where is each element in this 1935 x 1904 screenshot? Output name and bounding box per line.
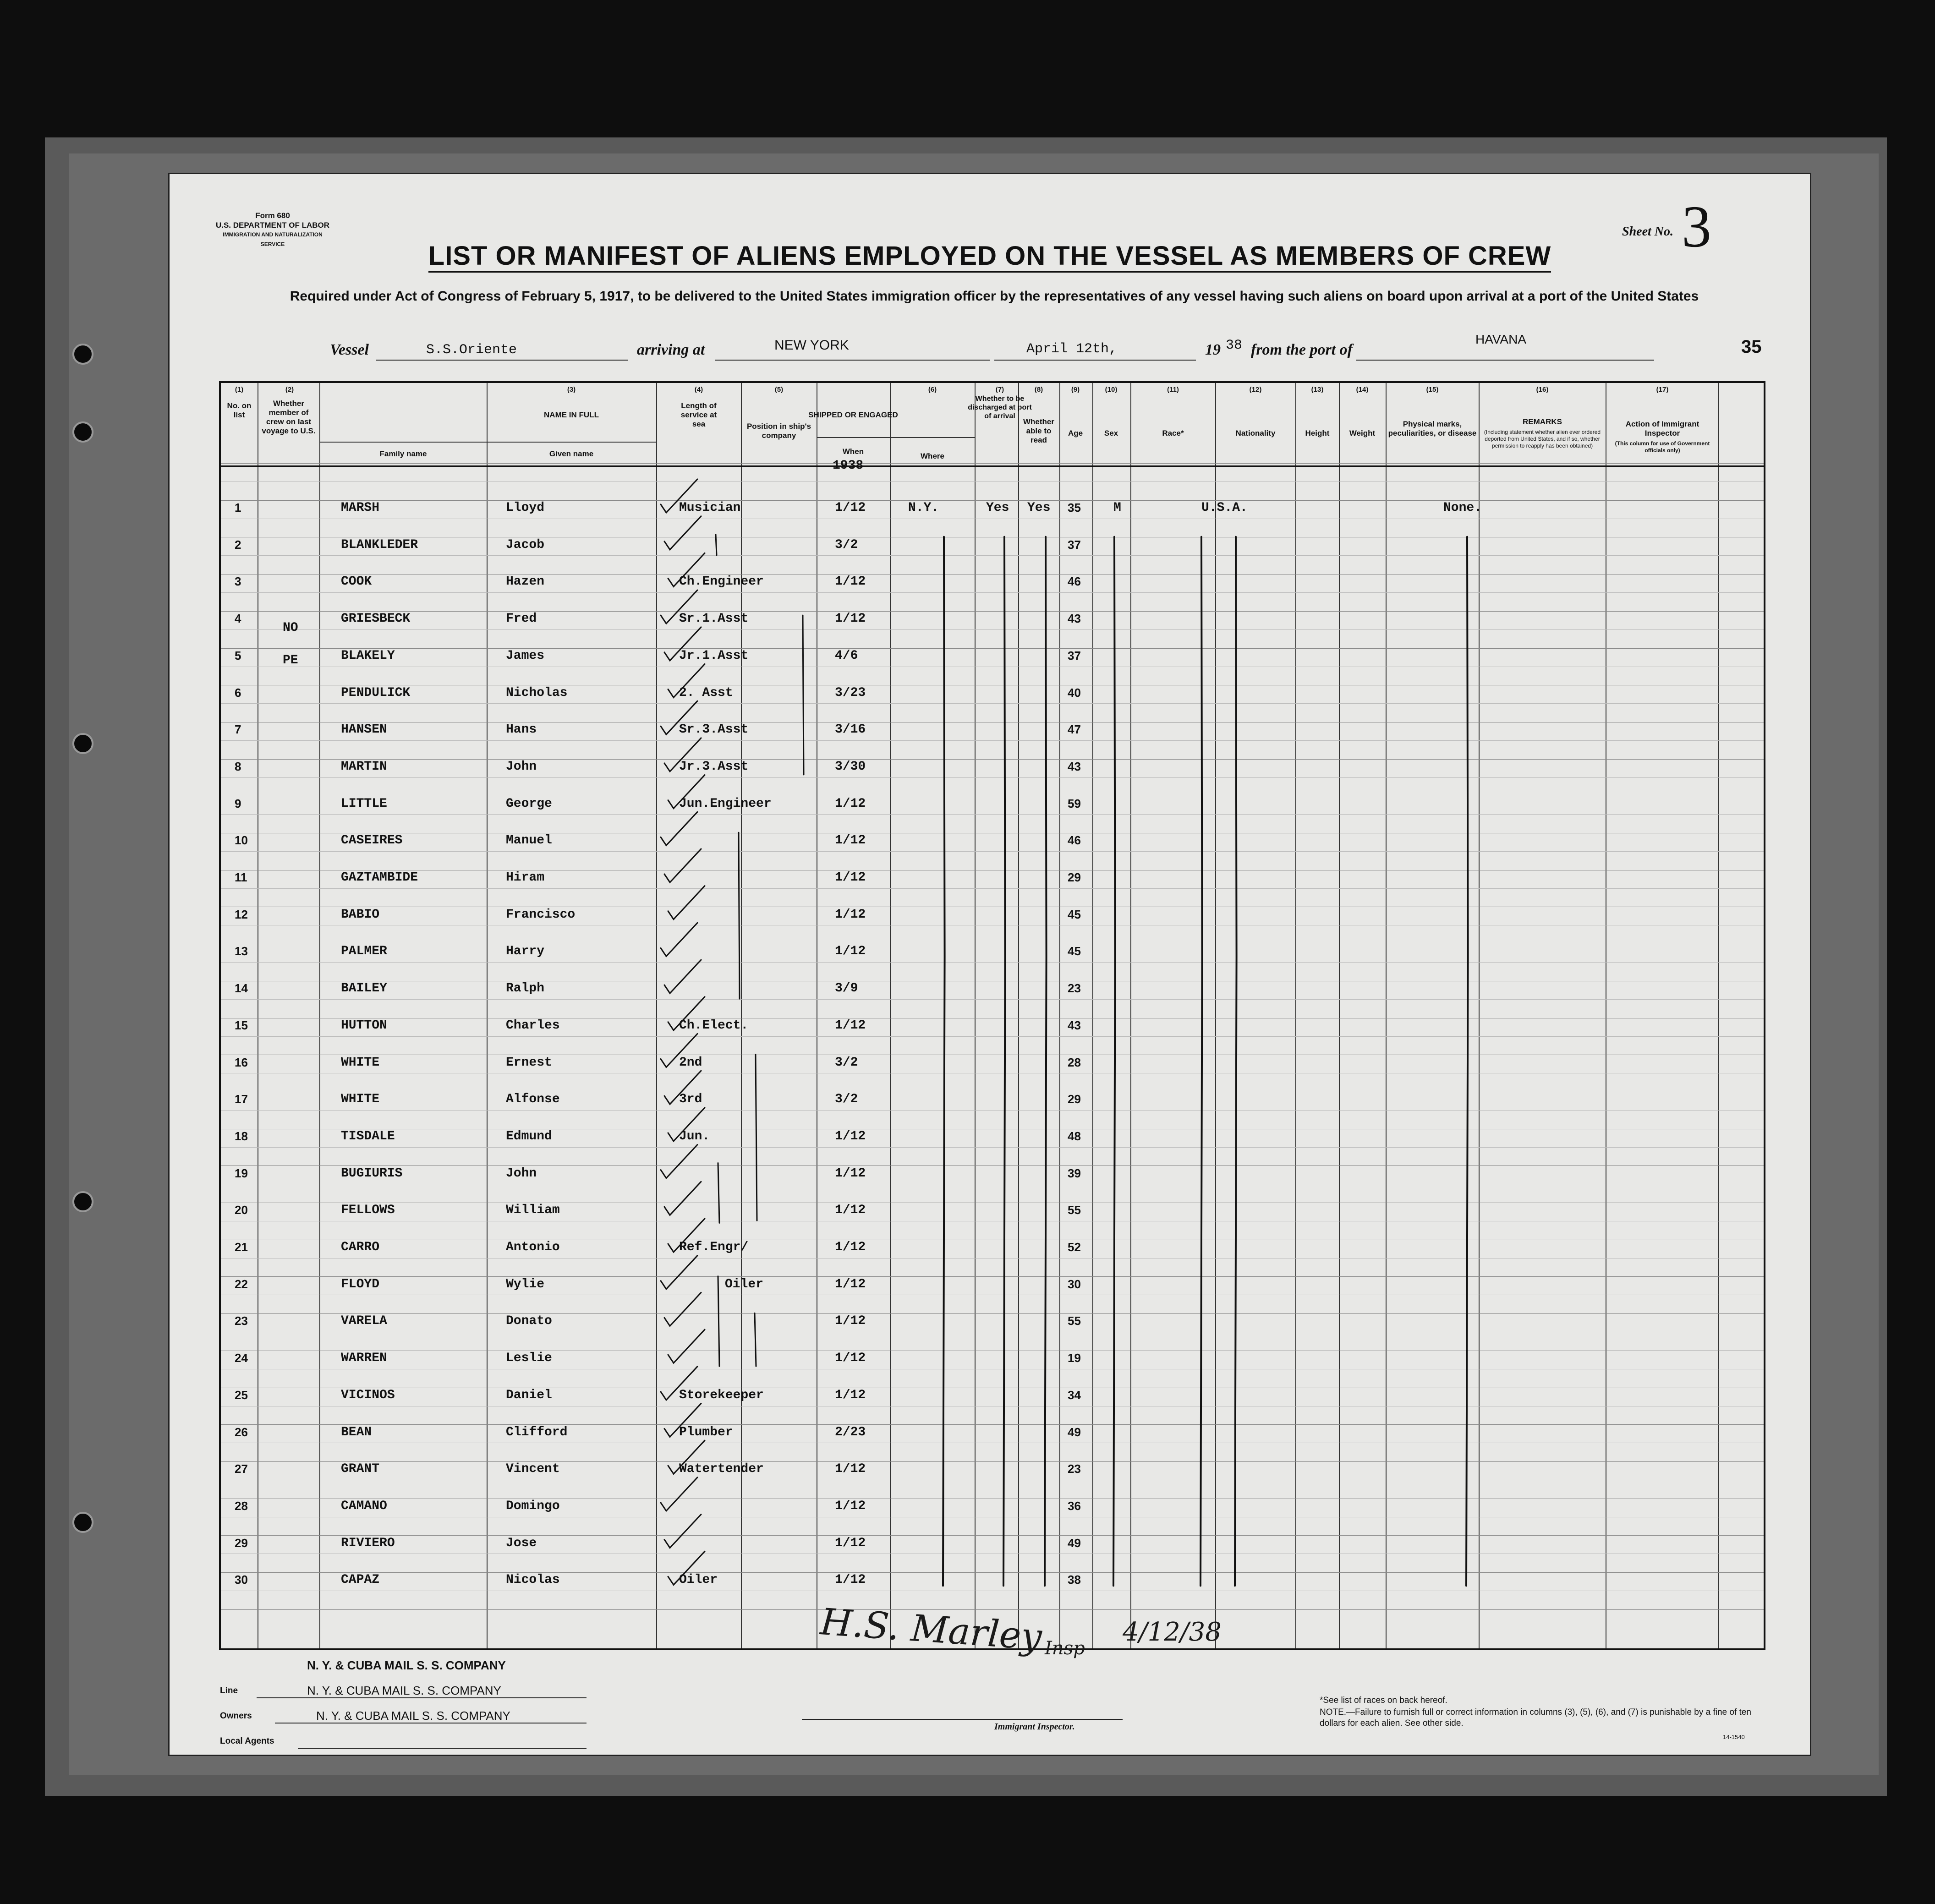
row-number: 12 (235, 907, 248, 921)
position: Oiler (679, 1573, 718, 1587)
position: Plumber (679, 1425, 733, 1439)
row-number: 7 (235, 722, 241, 737)
age: 43 (1068, 759, 1081, 773)
given-name: Domingo (506, 1499, 560, 1513)
column-number: (7) (995, 386, 1004, 394)
shipped-when: 1/12 (835, 1129, 866, 1143)
column-number: (1) (235, 386, 244, 394)
manifest-sheet (170, 174, 1810, 1755)
given-name: Hans (506, 722, 537, 737)
column-number: (15) (1426, 386, 1439, 394)
given-name: Edmund (506, 1129, 552, 1143)
shipped-when: 1/12 (835, 1314, 866, 1329)
shipped-when: 3/9 (835, 981, 858, 996)
vessel-label: Vessel (330, 341, 369, 358)
given-name: Jacob (506, 537, 545, 552)
given-name: Harry (506, 944, 545, 959)
row-number: 16 (235, 1055, 248, 1069)
column-header-c5: Position in ship's company (746, 422, 811, 440)
row-number: 24 (235, 1351, 248, 1365)
service-checkmark (661, 1256, 697, 1289)
page-number: 35 (1741, 337, 1762, 357)
column-number: (3) (567, 386, 576, 394)
service-checkmark (664, 1292, 701, 1326)
shipped-when: 1/12 (835, 1573, 866, 1587)
given-name: Clifford (506, 1425, 568, 1439)
shipped-when: 3/2 (835, 1092, 858, 1107)
crew-table (219, 381, 1765, 1650)
ditto-line (718, 1276, 719, 1366)
column-header-c3a: Family name (379, 449, 427, 458)
given-name: Daniel (506, 1388, 552, 1402)
shipped-when: 2/23 (835, 1425, 866, 1439)
shipped-when: 3/16 (835, 722, 866, 737)
shipped-year: 1938 (833, 459, 864, 473)
family-name: LITTLE (341, 796, 387, 811)
column-header-c17b: (This column for use of Government officials only) (1615, 440, 1710, 454)
row-number: 20 (235, 1203, 248, 1217)
age: 40 (1068, 685, 1081, 700)
position: Jr.1.Asst (679, 648, 749, 663)
column-header-c3b: Given name (549, 449, 594, 458)
sex: M (1113, 501, 1121, 515)
age: 48 (1068, 1129, 1081, 1143)
shipped-when: 1/12 (835, 870, 866, 885)
binder-hole (72, 344, 93, 365)
ditto-line (1466, 537, 1468, 1586)
shipped-when: 1/12 (835, 1166, 866, 1181)
row-number: 26 (235, 1425, 248, 1439)
column-header-c2: Whether member of crew on last voyage to U.S. (262, 399, 316, 435)
column-number: (8) (1034, 386, 1043, 394)
given-name: Charles (506, 1018, 560, 1033)
vessel-name: S.S.Oriente (426, 342, 517, 358)
service-checkmark (664, 1182, 701, 1215)
age: 52 (1068, 1240, 1081, 1254)
ditto-line (1200, 537, 1202, 1586)
page-title: LIST OR MANIFEST OF ALIENS EMPLOYED ON THE VESSEL AS MEMBERS OF CREW (170, 241, 1810, 271)
given-name: Vincent (506, 1462, 560, 1477)
row-number: 30 (235, 1573, 248, 1587)
age: 59 (1068, 796, 1081, 810)
row-number: 3 (235, 574, 241, 589)
shipped-when: 4/6 (835, 648, 858, 663)
sheet-number: 3 (1682, 194, 1711, 260)
age: 43 (1068, 612, 1081, 626)
family-name: WHITE (341, 1055, 380, 1070)
given-name: Hiram (506, 870, 545, 885)
row-number: 14 (235, 981, 248, 996)
last-voyage-note: PE (283, 653, 298, 667)
owners-label: Owners (220, 1711, 252, 1721)
family-name: MARSH (341, 501, 380, 515)
age: 23 (1068, 1462, 1081, 1476)
ditto-line (756, 1055, 757, 1221)
row-number: 2 (235, 537, 241, 552)
ditto-line (718, 1163, 719, 1223)
ditto-line (755, 1313, 756, 1366)
row-number: 10 (235, 833, 248, 848)
given-name: Ralph (506, 981, 545, 996)
family-name: CAMANO (341, 1499, 387, 1513)
column-header-c9: Age (1068, 429, 1083, 438)
arrival-date: April 12th, (1026, 341, 1118, 357)
given-name: Manuel (506, 833, 552, 848)
shipped-when: 3/23 (835, 685, 866, 700)
age: 30 (1068, 1277, 1081, 1291)
age: 55 (1068, 1203, 1081, 1217)
print-code: 14-1540 (1723, 1734, 1745, 1740)
age: 38 (1068, 1573, 1081, 1587)
age: 47 (1068, 722, 1081, 737)
row-number: 1 (235, 501, 241, 514)
age: 29 (1068, 1092, 1081, 1106)
last-voyage-note: NO (283, 621, 298, 635)
family-name: VARELA (341, 1314, 387, 1329)
family-name: BABIO (341, 907, 380, 922)
column-header-c17: Action of Immigrant Inspector (1625, 420, 1699, 438)
position: Watertender (679, 1462, 764, 1477)
agents-value: N. Y. & CUBA MAIL S. S. COMPANY (316, 1709, 510, 1723)
given-name: George (506, 796, 552, 811)
shipped-when: 1/12 (835, 1277, 866, 1291)
position: Musician (679, 501, 741, 515)
given-name: James (506, 648, 545, 663)
given-name: Nicolas (506, 1573, 560, 1587)
age: 28 (1068, 1055, 1081, 1069)
service-checkmark (668, 1330, 705, 1363)
column-header-c4: Length of service at sea (680, 401, 717, 428)
family-name: RIVIERO (341, 1536, 395, 1550)
row-number: 18 (235, 1129, 248, 1143)
shipped-when: 1/12 (835, 944, 866, 959)
family-name: PALMER (341, 944, 387, 959)
binder-hole (72, 1191, 93, 1212)
ditto-line (1003, 537, 1005, 1586)
age: 37 (1068, 537, 1081, 552)
shipped-when: 1/12 (835, 1388, 866, 1402)
shipped-when: 3/2 (835, 1055, 858, 1070)
inspector-title: Insp (1045, 1638, 1085, 1659)
given-name: Lloyd (506, 501, 545, 515)
inspector-line (802, 1719, 1123, 1720)
family-name: BLANKLEDER (341, 537, 418, 552)
row-number: 25 (235, 1388, 248, 1402)
given-name: Francisco (506, 907, 576, 922)
age: 43 (1068, 1018, 1081, 1032)
age: 46 (1068, 574, 1081, 589)
service-checkmark (661, 1145, 697, 1178)
row-number: 8 (235, 759, 241, 773)
family-name: GRIESBECK (341, 612, 411, 626)
physical-marks: None. (1443, 501, 1482, 515)
owners-value: N. Y. & CUBA MAIL S. S. COMPANY (307, 1684, 501, 1697)
shipped-where: N.Y. (908, 501, 939, 515)
given-name: John (506, 1166, 537, 1181)
position: Sr.3.Asst (679, 722, 749, 737)
family-name: PENDULICK (341, 685, 411, 700)
column-header-c8: Whether able to read (1023, 417, 1054, 444)
family-name: CAPAZ (341, 1573, 380, 1587)
ditto-line (1045, 537, 1047, 1586)
service-checkmark (664, 516, 701, 550)
column-number: (17) (1656, 386, 1669, 394)
family-name: WARREN (341, 1351, 387, 1366)
handwritten-marks (221, 383, 1767, 1652)
given-name: Alfonse (506, 1092, 560, 1107)
column-number: (2) (285, 386, 294, 394)
shipped-when: 1/12 (835, 1462, 866, 1477)
shipped-when: 1/12 (835, 1536, 866, 1550)
row-number: 27 (235, 1462, 248, 1476)
column-number: (4) (694, 386, 703, 394)
row-number: 11 (235, 870, 247, 884)
given-name: Wylie (506, 1277, 545, 1291)
column-number: (9) (1071, 386, 1080, 394)
age: 49 (1068, 1536, 1081, 1550)
shipped-when: 3/2 (835, 537, 858, 552)
family-name: HANSEN (341, 722, 387, 737)
binder-hole (72, 421, 93, 443)
row-number: 21 (235, 1240, 248, 1254)
column-header-c1: No. on list (227, 401, 252, 419)
shipped-when: 1/12 (835, 501, 866, 515)
family-name: HUTTON (341, 1018, 387, 1033)
ditto-line (739, 832, 740, 999)
family-name: CASEIRES (341, 833, 403, 848)
column-number: (14) (1356, 386, 1369, 394)
family-name: TISDALE (341, 1129, 395, 1143)
shipped-when: 1/12 (835, 907, 866, 922)
binder-hole (72, 1512, 93, 1533)
line-value: N. Y. & CUBA MAIL S. S. COMPANY (307, 1658, 506, 1672)
age: 39 (1068, 1166, 1081, 1180)
family-name: BAILEY (341, 981, 387, 996)
shipped-when: 1/12 (835, 1240, 866, 1254)
given-name: Nicholas (506, 685, 568, 700)
column-number: (11) (1167, 386, 1179, 394)
family-name: FELLOWS (341, 1203, 395, 1218)
service-checkmark (664, 960, 701, 993)
arrival-port: NEW YORK (774, 338, 849, 353)
age: 37 (1068, 648, 1081, 662)
age: 29 (1068, 870, 1081, 884)
column-header-c16b: (Including statement whether alien ever ordered deported from United States, and if so, whether permission to reapply has been obtained) (1484, 429, 1601, 449)
column-header-c6a: When (842, 447, 864, 456)
position: Jun. (679, 1129, 710, 1143)
service-checkmark (661, 1477, 697, 1511)
row-number: 13 (235, 944, 248, 958)
departure-port: HAVANA (1475, 332, 1526, 346)
row-number: 15 (235, 1018, 248, 1032)
row-number: 9 (235, 796, 241, 810)
column-number: (12) (1249, 386, 1262, 394)
row-number: 4 (235, 612, 241, 626)
given-name: Hazen (506, 574, 545, 589)
column-header-c6: SHIPPED OR ENGAGED (808, 410, 898, 419)
age: 34 (1068, 1388, 1081, 1402)
column-header-c13: Height (1305, 429, 1330, 438)
column-number: (16) (1536, 386, 1549, 394)
family-name: COOK (341, 574, 372, 589)
position: 2. Asst (679, 685, 733, 700)
row-number: 22 (235, 1277, 248, 1291)
given-name: Antonio (506, 1240, 560, 1254)
position: 2nd (679, 1055, 702, 1070)
age: 35 (1068, 501, 1081, 514)
position: Jr.3.Asst (679, 759, 749, 774)
family-name: GRANT (341, 1462, 380, 1477)
inspector-signature: H.S. Marley (819, 1600, 1043, 1658)
sheet-label: Sheet No. (1622, 224, 1673, 239)
given-name: Leslie (506, 1351, 552, 1366)
row-number: 28 (235, 1499, 248, 1513)
column-header-c15: Physical marks, peculiarities, or disease (1388, 420, 1477, 438)
age: 36 (1068, 1499, 1081, 1513)
shipped-when: 1/12 (835, 833, 866, 848)
given-name: William (506, 1203, 560, 1218)
column-number: (10) (1105, 386, 1118, 394)
fine-note: NOTE.—Failure to furnish full or correct information in columns (3), (5), (6), and (7) is punishable by a fine of ten dollars for each alien. See other side. (1320, 1707, 1751, 1728)
service-checkmark (661, 923, 697, 956)
page-subtitle: Required under Act of Congress of February 5, 1917, to be delivered to the United States immigration officer by the representatives of any vessel having such aliens on board upon arrival at a port of the United States (290, 289, 1699, 304)
column-number: (5) (774, 386, 784, 394)
given-name: Donato (506, 1314, 552, 1329)
age: 46 (1068, 833, 1081, 848)
able-to-read: Yes (1027, 501, 1051, 515)
column-number: (6) (928, 386, 937, 394)
family-name: BUGIURIS (341, 1166, 403, 1181)
shipped-when: 1/12 (835, 1351, 866, 1366)
column-header-c6b: Where (921, 452, 944, 460)
position: Storekeeper (679, 1388, 764, 1402)
races-note: *See list of races on back hereof. (1320, 1696, 1447, 1705)
row-number: 17 (235, 1092, 248, 1106)
discharged-at-port: Yes (986, 501, 1009, 515)
voyage-line: Vessel S.S.Oriente arriving at NEW YORK April 12th, 19 38 from the port of HAVANA (330, 341, 1659, 364)
age: 55 (1068, 1314, 1081, 1328)
given-name: Jose (506, 1536, 537, 1550)
position: Jun.Engineer (679, 796, 772, 811)
agents-label: Local Agents (220, 1736, 274, 1746)
signature-date: 4/12/38 (1123, 1617, 1222, 1647)
family-name: BLAKELY (341, 648, 395, 663)
row-number: 6 (235, 685, 241, 700)
row-number: 19 (235, 1166, 248, 1180)
column-header-c12: Nationality (1235, 429, 1276, 438)
ditto-line (1113, 537, 1115, 1586)
position: 3rd (679, 1092, 702, 1107)
arrival-year: 38 (1226, 338, 1243, 353)
position: Ch.Elect. (679, 1018, 749, 1033)
row-number: 5 (235, 648, 241, 662)
family-name: CARRO (341, 1240, 380, 1254)
service-checkmark (664, 849, 701, 882)
row-number: 29 (235, 1536, 248, 1550)
age: 19 (1068, 1351, 1081, 1365)
family-name: WHITE (341, 1092, 380, 1107)
shipped-when: 1/12 (835, 796, 866, 811)
shipped-when: 1/12 (835, 1499, 866, 1513)
family-name: FLOYD (341, 1277, 380, 1291)
family-name: MARTIN (341, 759, 387, 774)
nationality: U.S.A. (1201, 501, 1248, 515)
column-header-c3: NAME IN FULL (544, 410, 599, 419)
age: 45 (1068, 944, 1081, 958)
arriving-label: arriving at (637, 341, 705, 358)
service-checkmark (668, 886, 705, 919)
family-name: VICINOS (341, 1388, 395, 1402)
shipped-when: 3/30 (835, 759, 866, 774)
inspector-label: Immigrant Inspector. (994, 1722, 1075, 1732)
family-name: BEAN (341, 1425, 372, 1439)
position: Ch.Engineer (679, 574, 764, 589)
column-header-c11: Race* (1162, 429, 1184, 438)
family-name: GAZTAMBIDE (341, 870, 418, 885)
service-checkmark (661, 812, 697, 845)
position: Sr.1.Asst (679, 612, 749, 626)
given-name: Fred (506, 612, 537, 626)
column-number: (13) (1311, 386, 1324, 394)
given-name: John (506, 759, 537, 774)
ditto-line (943, 537, 945, 1586)
shipped-when: 1/12 (835, 612, 866, 626)
age: 23 (1068, 981, 1081, 996)
age: 45 (1068, 907, 1081, 921)
column-header-c10: Sex (1104, 429, 1118, 438)
row-number: 23 (235, 1314, 248, 1328)
position: Oiler (725, 1277, 764, 1291)
form-identifier: Form 680 U.S. DEPARTMENT OF LABOR IMMIGRATION AND NATURALIZATION SERVICE (215, 211, 330, 247)
ditto-line (1235, 537, 1237, 1586)
position: Ref.Engr/ (679, 1240, 749, 1254)
given-name: Ernest (506, 1055, 552, 1070)
from-port-label: from the port of (1251, 341, 1353, 358)
age: 49 (1068, 1425, 1081, 1439)
binder-hole (72, 733, 93, 754)
column-header-c7: Whether to be discharged at port of arrival (968, 395, 1032, 420)
service-checkmark (664, 1515, 701, 1548)
ditto-line (716, 535, 717, 555)
line-label: Line (220, 1686, 238, 1696)
shipped-when: 1/12 (835, 574, 866, 589)
column-header-c14: Weight (1349, 429, 1376, 438)
ditto-line (803, 615, 804, 775)
shipped-when: 1/12 (835, 1018, 866, 1033)
shipped-when: 1/12 (835, 1203, 866, 1218)
column-header-c16: REMARKS (1523, 417, 1562, 426)
